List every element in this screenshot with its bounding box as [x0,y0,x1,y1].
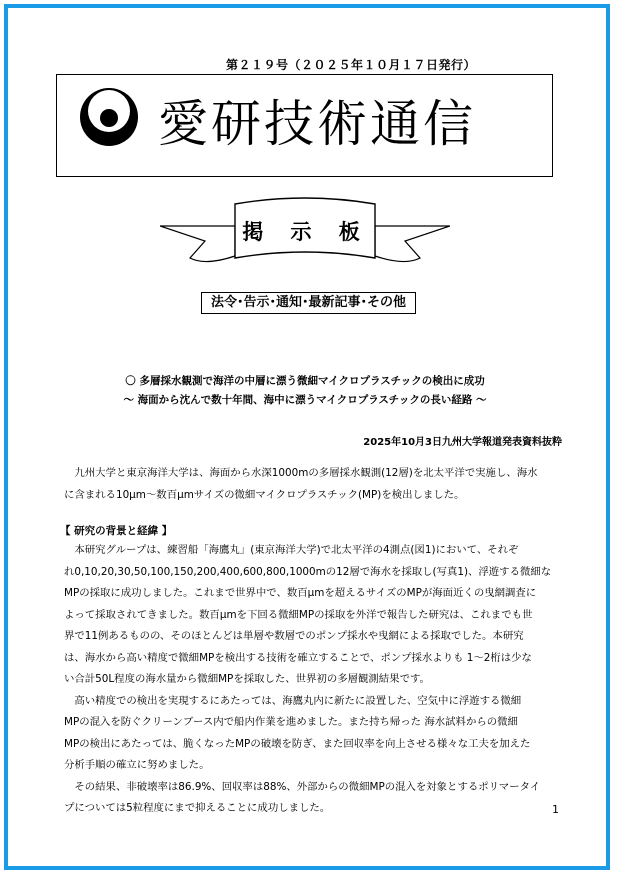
article-subheadline: ～ 海面から沈んで数十年間、海中に漂うマイクロプラスチックの長い経路 ～ [123,394,487,406]
section-heading: 【 研究の背景と経緯 】 [60,525,173,537]
text-line: MPの混入を防ぐクリーンブース内で船内作業を進めました。また持ち帰った 海水試料からの微細 [64,716,518,728]
text-line: MPの検出にあたっては、脆くなったMPの破壊を防ぎ、また回収率を向上させる様々な工夫を加えた [64,737,531,750]
aiken-logo-icon [78,86,140,148]
issue-number: 第２１９号（２０２５年１０月１７日発行） [226,58,477,72]
body-paragraph [64,540,564,820]
text-line: MPの採取に成功しました。これまで世界中で、数百μmを超えるサイズのMPが海面近くの曳網調査に [64,587,537,599]
text-line: 分析手順の確立に努めました。 [64,759,210,771]
article-source: 2025年10月3日九州大学報道発表資料抜粋 [363,437,562,448]
article-headline: 〇 多層採水観測で海洋の中層に漂う微細マイクロプラスチックの検出に成功 [125,375,485,387]
text-line: れ0,10,20,30,50,100,150,200,400,600,800,1000mの12層で海水を採取し(写真1)、浮遊する微細な [64,565,552,578]
page-number: 1 [552,803,559,816]
text-line: よって採取されてきました。数百μmを下回る微細MPの採取を外洋で報告した研究は、これまでも世 [64,608,533,621]
intro-paragraph [64,463,564,506]
ribbon-label: 掲 示 板 [242,220,370,244]
text-line: い合計50L程度の海水量から微細MPを採取した、世界初の多層観測結果です。 [64,673,430,685]
text-line: 高い精度での検出を実現するにあたっては、海鷹丸内に新たに設置した、空気中に浮遊する微細 [64,694,522,707]
text-line: に含まれる10μm～数百μmサイズの微細マイクロプラスチック(MP)を検出しました。 [64,488,465,501]
text-line: その結果、非破壊率は86.9%、回収率は88%、外部からの微細MPの混入を対象とするポリマータイ [64,780,541,793]
category-label: 法令･告示･通知･最新記事･その他 [201,292,416,314]
text-line: 九州大学と東京海洋大学は、海面から水深1000mの多層採水観測(12層)を北太平洋で実施し、海水 [64,467,538,479]
text-line: 本研究グループは、練習船「海鷹丸」(東京海洋大学)で北太平洋の4測点(図1)において、それぞ [64,544,519,556]
text-line: は、海水から高い精度で微細MPを検出する技術を確立することで、ポンプ採水よりも 1～2桁は少な [64,651,532,664]
newsletter-title: 愛研技術通信 [158,95,476,153]
text-line: 界で11例あるものの、そのほとんどは単層や数層でのポンプ採水や曳網による採取でした。本研究 [64,630,524,642]
text-line: プについては5粒程度にまで抑えることに成功しました。 [64,802,331,814]
